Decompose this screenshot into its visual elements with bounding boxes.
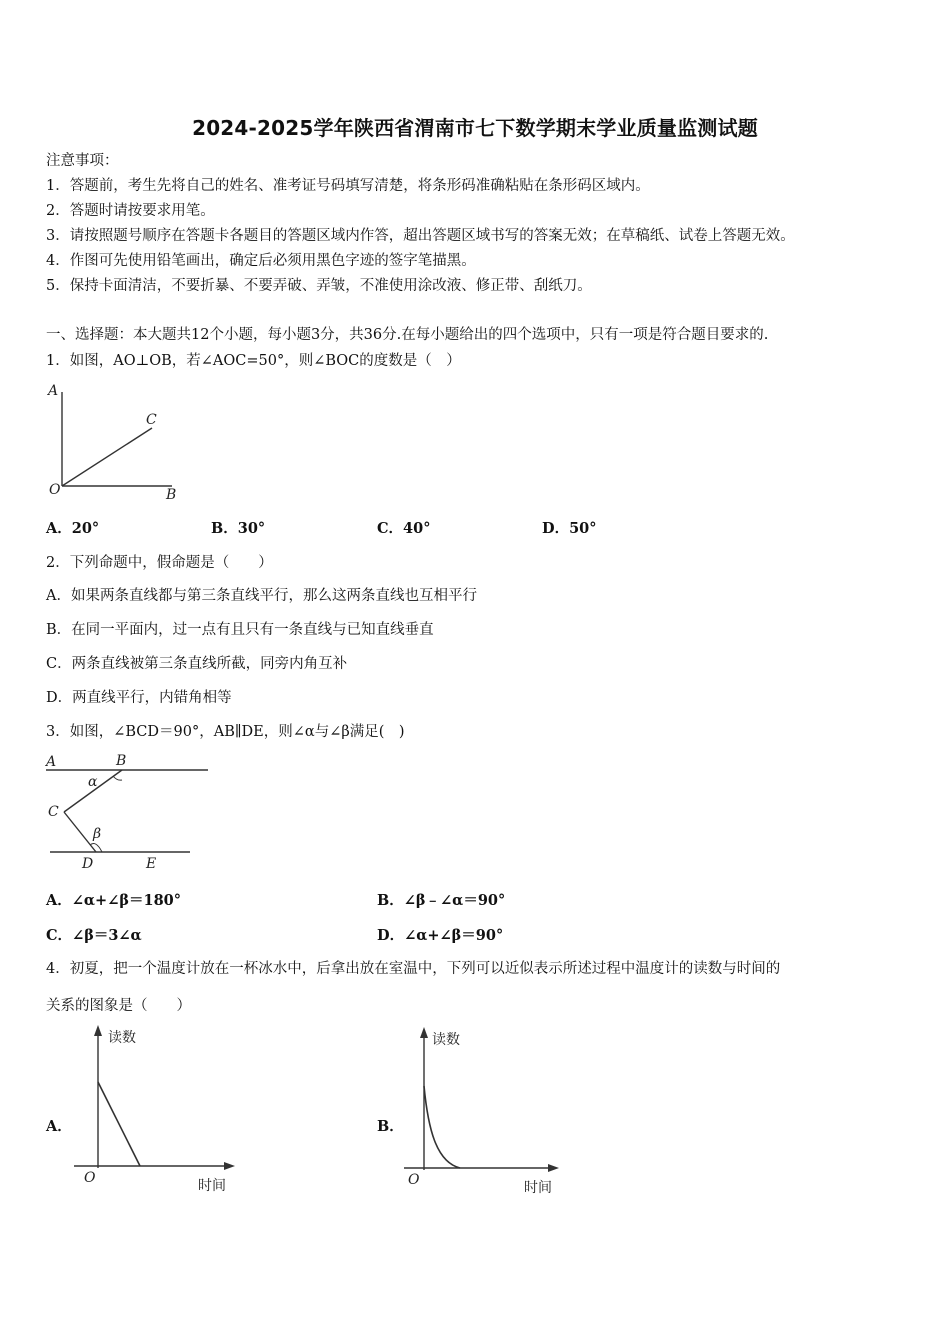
label-a: A bbox=[46, 754, 57, 770]
question-3-option-d: D．∠α+∠β＝90° bbox=[377, 927, 504, 944]
origin-label: O bbox=[408, 1172, 420, 1188]
section-heading: 一、选择题：本大题共12个小题，每小题3分，共36分.在每小题给出的四个选项中，只有一项是符合题目要求的. bbox=[46, 327, 769, 343]
x-axis-arrow-icon bbox=[548, 1164, 559, 1172]
y-axis-arrow-icon bbox=[420, 1027, 428, 1038]
notice-item: 3．请按照题号顺序在答题卡各题目的答题区域内作答，超出答题区域书写的答案无效；在草稿纸、试卷上答题无效。 bbox=[46, 228, 795, 244]
page-title: 2024-2025学年陕西省渭南市七下数学期末学业质量监测试题 bbox=[192, 116, 758, 140]
graph-a-curve bbox=[98, 1082, 140, 1166]
question-3-option-c: C．∠β＝3∠α bbox=[46, 927, 142, 944]
question-1-option-b: B．30° bbox=[211, 520, 266, 537]
question-4-option-a: A． bbox=[46, 1118, 72, 1135]
label-b: B bbox=[116, 753, 127, 769]
question-4-option-b: B． bbox=[377, 1118, 404, 1135]
x-axis-arrow-icon bbox=[224, 1162, 235, 1170]
x-axis-label: 时间 bbox=[198, 1178, 226, 1194]
question-2-option-d: D．两直线平行，内错角相等 bbox=[46, 690, 232, 706]
y-axis-label: 读数 bbox=[108, 1030, 136, 1046]
question-3-option-b: B．∠β﹣∠α＝90° bbox=[377, 892, 506, 909]
label-alpha: α bbox=[88, 774, 98, 790]
question-1-stem: 1．如图，AO⊥OB，若∠AOC=50°，则∠BOC的度数是（ ） bbox=[46, 353, 461, 369]
question-4-graph-a bbox=[68, 1022, 248, 1200]
x-axis-label: 时间 bbox=[524, 1180, 552, 1196]
y-axis-label: 读数 bbox=[432, 1032, 460, 1048]
question-1-option-a: A．20° bbox=[46, 520, 100, 537]
y-axis-arrow-icon bbox=[94, 1025, 102, 1036]
label-e: E bbox=[146, 856, 157, 872]
question-2-stem: 2．下列命题中，假命题是（ ） bbox=[46, 555, 273, 571]
notice-item: 4．作图可先使用铅笔画出，确定后必须用黑色字迹的签字笔描黑。 bbox=[46, 253, 476, 269]
notice-heading: 注意事项： bbox=[46, 153, 119, 169]
question-3-stem: 3．如图，∠BCD＝90°，AB∥DE，则∠α与∠β满足( ) bbox=[46, 724, 405, 740]
question-2-option-c: C．两条直线被第三条直线所截，同旁内角互补 bbox=[46, 656, 348, 672]
label-b: B bbox=[166, 487, 177, 503]
question-4-stem-line-1: 4．初夏，把一个温度计放在一杯冰水中，后拿出放在室温中，下列可以近似表示所述过程中温度计的读数与时间的 bbox=[46, 961, 781, 977]
segment-cd bbox=[64, 812, 96, 852]
notice-item: 5．保持卡面清洁，不要折暴、不要弄破、弄皱，不准使用涂改液、修正带、刮纸刀。 bbox=[46, 278, 592, 294]
label-c: C bbox=[146, 412, 157, 428]
notice-item: 2．答题时请按要求用笔。 bbox=[46, 203, 215, 219]
question-2-option-a: A．如果两条直线都与第三条直线平行，那么这两条直线也互相平行 bbox=[46, 588, 477, 604]
question-3-option-a: A．∠α+∠β＝180° bbox=[46, 892, 182, 909]
label-a: A bbox=[48, 383, 59, 399]
graph-b-curve bbox=[424, 1086, 460, 1168]
angle-alpha-arc bbox=[113, 776, 122, 780]
question-1-option-c: C．40° bbox=[377, 520, 431, 537]
question-3-figure bbox=[40, 748, 220, 876]
origin-label: O bbox=[84, 1170, 96, 1186]
label-o: O bbox=[49, 482, 61, 498]
notice-item: 1．答题前，考生先将自己的姓名、准考证号码填写清楚，将条形码准确粘贴在条形码区域内。 bbox=[46, 178, 650, 194]
label-d: D bbox=[82, 856, 94, 872]
question-1-figure bbox=[40, 378, 190, 508]
question-4-graph-b bbox=[400, 1024, 580, 1202]
question-4-stem-line-2: 关系的图象是（ ） bbox=[46, 998, 191, 1014]
question-1-option-d: D．50° bbox=[542, 520, 597, 537]
ray-oc bbox=[62, 428, 152, 486]
question-2-option-b: B．在同一平面内，过一点有且只有一条直线与已知直线垂直 bbox=[46, 622, 434, 638]
label-c: C bbox=[48, 804, 59, 820]
label-beta: β bbox=[93, 826, 102, 842]
